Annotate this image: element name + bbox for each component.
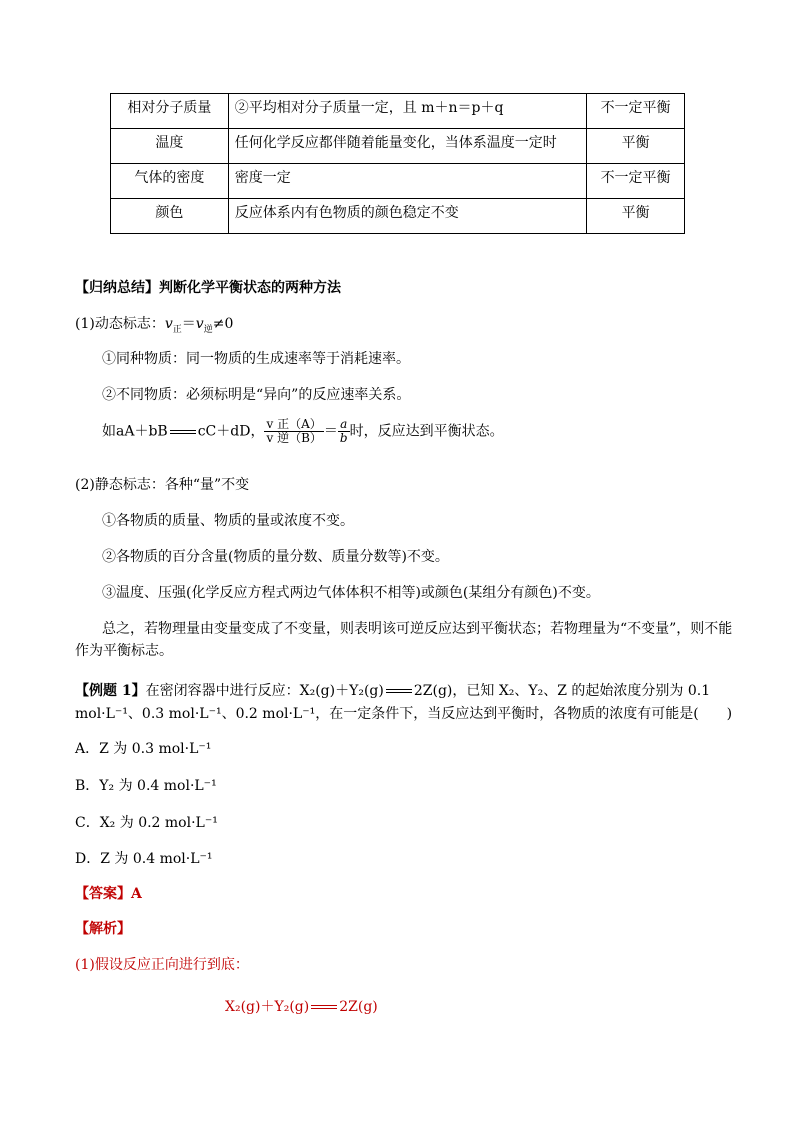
- example-products: cC＋dD，: [197, 423, 265, 440]
- static-point-2: ②各物质的百分含量(物质的量分数、质量分数等)不变。: [102, 549, 449, 565]
- example-stem-line-2: mol·L⁻¹、0.3 mol·L⁻¹、0.2 mol·L⁻¹，在一定条件下，当反应达到平衡时，各物质的浓度有可能是( ): [75, 706, 733, 722]
- table-row: [111, 94, 685, 129]
- fraction-equals: ＝: [323, 423, 338, 440]
- rate-symbol: v: [195, 316, 204, 332]
- analysis-label: 【解析】: [75, 921, 131, 937]
- conclusion-line-1: 总之，若物理量由变量变成了不变量，则表明该可逆反应达到平衡状态；若物理量为“不变量”，则不能: [102, 621, 733, 637]
- analysis-step-1: (1)假设反应正向进行到底：: [75, 957, 249, 973]
- static-point-1: ①各物质的质量、物质的量或浓度不变。: [102, 513, 354, 529]
- dynamic-criterion: [75, 313, 233, 335]
- option-c: C．X₂ 为 0.2 mol·L⁻¹: [75, 815, 218, 831]
- reversible-arrow-icon: [311, 1003, 337, 1011]
- table-row: [111, 129, 685, 164]
- table-cell-result: 平衡: [587, 199, 685, 234]
- table-cell-condition: ②平均相对分子质量一定，且 m＋n＝p＋q: [228, 94, 586, 129]
- summary-heading: 【归纳总结】判断化学平衡状态的两种方法: [75, 280, 341, 296]
- static-criterion: (2)静态标志：各种“量”不变: [75, 477, 250, 493]
- table-cell-condition: 反应体系内有色物质的颜色稳定不变: [228, 199, 586, 234]
- table-cell-item: 相对分子质量: [111, 94, 229, 129]
- coefficient-denominator: b: [339, 431, 348, 445]
- example-stem-line-1: [75, 680, 710, 700]
- dynamic-label: (1)动态标志：: [75, 316, 165, 332]
- dynamic-point-1: ①同种物质：同一物质的生成速率等于消耗速率。: [102, 351, 410, 367]
- forward-subscript: 正: [172, 324, 182, 335]
- option-d: D．Z 为 0.4 mol·L⁻¹: [75, 851, 213, 867]
- coefficient-fraction: [338, 418, 350, 445]
- rate-ratio-example: [102, 418, 504, 445]
- analysis-equation: [225, 996, 378, 1016]
- equals-sign: ＝: [181, 316, 196, 332]
- table-cell-item: 颜色: [111, 199, 229, 234]
- option-a: A．Z 为 0.3 mol·L⁻¹: [75, 741, 212, 757]
- table-cell-condition: 密度一定: [228, 164, 586, 199]
- table-cell-result: 不一定平衡: [587, 164, 685, 199]
- analysis-equation-right: 2Z(g): [339, 999, 378, 1015]
- reversible-arrow-icon: [170, 428, 196, 436]
- example-reactants: aA＋bB: [116, 423, 168, 440]
- example-stem-continued: ，已知 X₂、Y₂、Z 的起始浓度分别为 0.1: [452, 683, 711, 699]
- conclusion-line-2: 作为平衡标志。: [75, 643, 173, 659]
- static-point-3: ③温度、压强(化学反应方程式两边气体体积不相等)或颜色(某组分有颜色)不变。: [102, 585, 600, 601]
- table-row: [111, 164, 685, 199]
- example-equation-right: 2Z(g): [413, 683, 453, 699]
- table-cell-condition: 任何化学反应都伴随着能量变化，当体系温度一定时: [228, 129, 586, 164]
- not-zero: ≠0: [212, 316, 234, 332]
- coefficient-numerator: a: [338, 418, 350, 432]
- dynamic-point-2: ②不同物质：必须标明是“异向”的反应速率关系。: [102, 387, 411, 403]
- reverse-subscript: 逆: [203, 324, 213, 335]
- reversible-arrow-icon: [386, 687, 412, 695]
- rate-symbol: v: [164, 316, 173, 332]
- example-suffix: 时，反应达到平衡状态。: [349, 423, 504, 440]
- analysis-equation-left: X₂(g)＋Y₂(g): [225, 999, 310, 1015]
- option-b: B．Y₂ 为 0.4 mol·L⁻¹: [75, 778, 217, 794]
- example-prefix: 如: [102, 423, 116, 440]
- example-stem-text: 在密闭容器中进行反应：: [145, 683, 300, 699]
- table-cell-item: 温度: [111, 129, 229, 164]
- equilibrium-criteria-table: [110, 93, 685, 234]
- rate-fraction-numerator: v 正（A）: [264, 418, 323, 432]
- table-row: [111, 199, 685, 234]
- example-label: 【例题 1】: [75, 683, 146, 699]
- rate-fraction-denominator: v 逆（B）: [266, 431, 322, 445]
- example-equation-left: X₂(g)＋Y₂(g): [299, 683, 384, 699]
- answer-label: 【答案】A: [75, 886, 142, 902]
- table-cell-item: 气体的密度: [111, 164, 229, 199]
- rate-fraction: [264, 418, 323, 445]
- table-cell-result: 不一定平衡: [587, 94, 685, 129]
- table-cell-result: 平衡: [587, 129, 685, 164]
